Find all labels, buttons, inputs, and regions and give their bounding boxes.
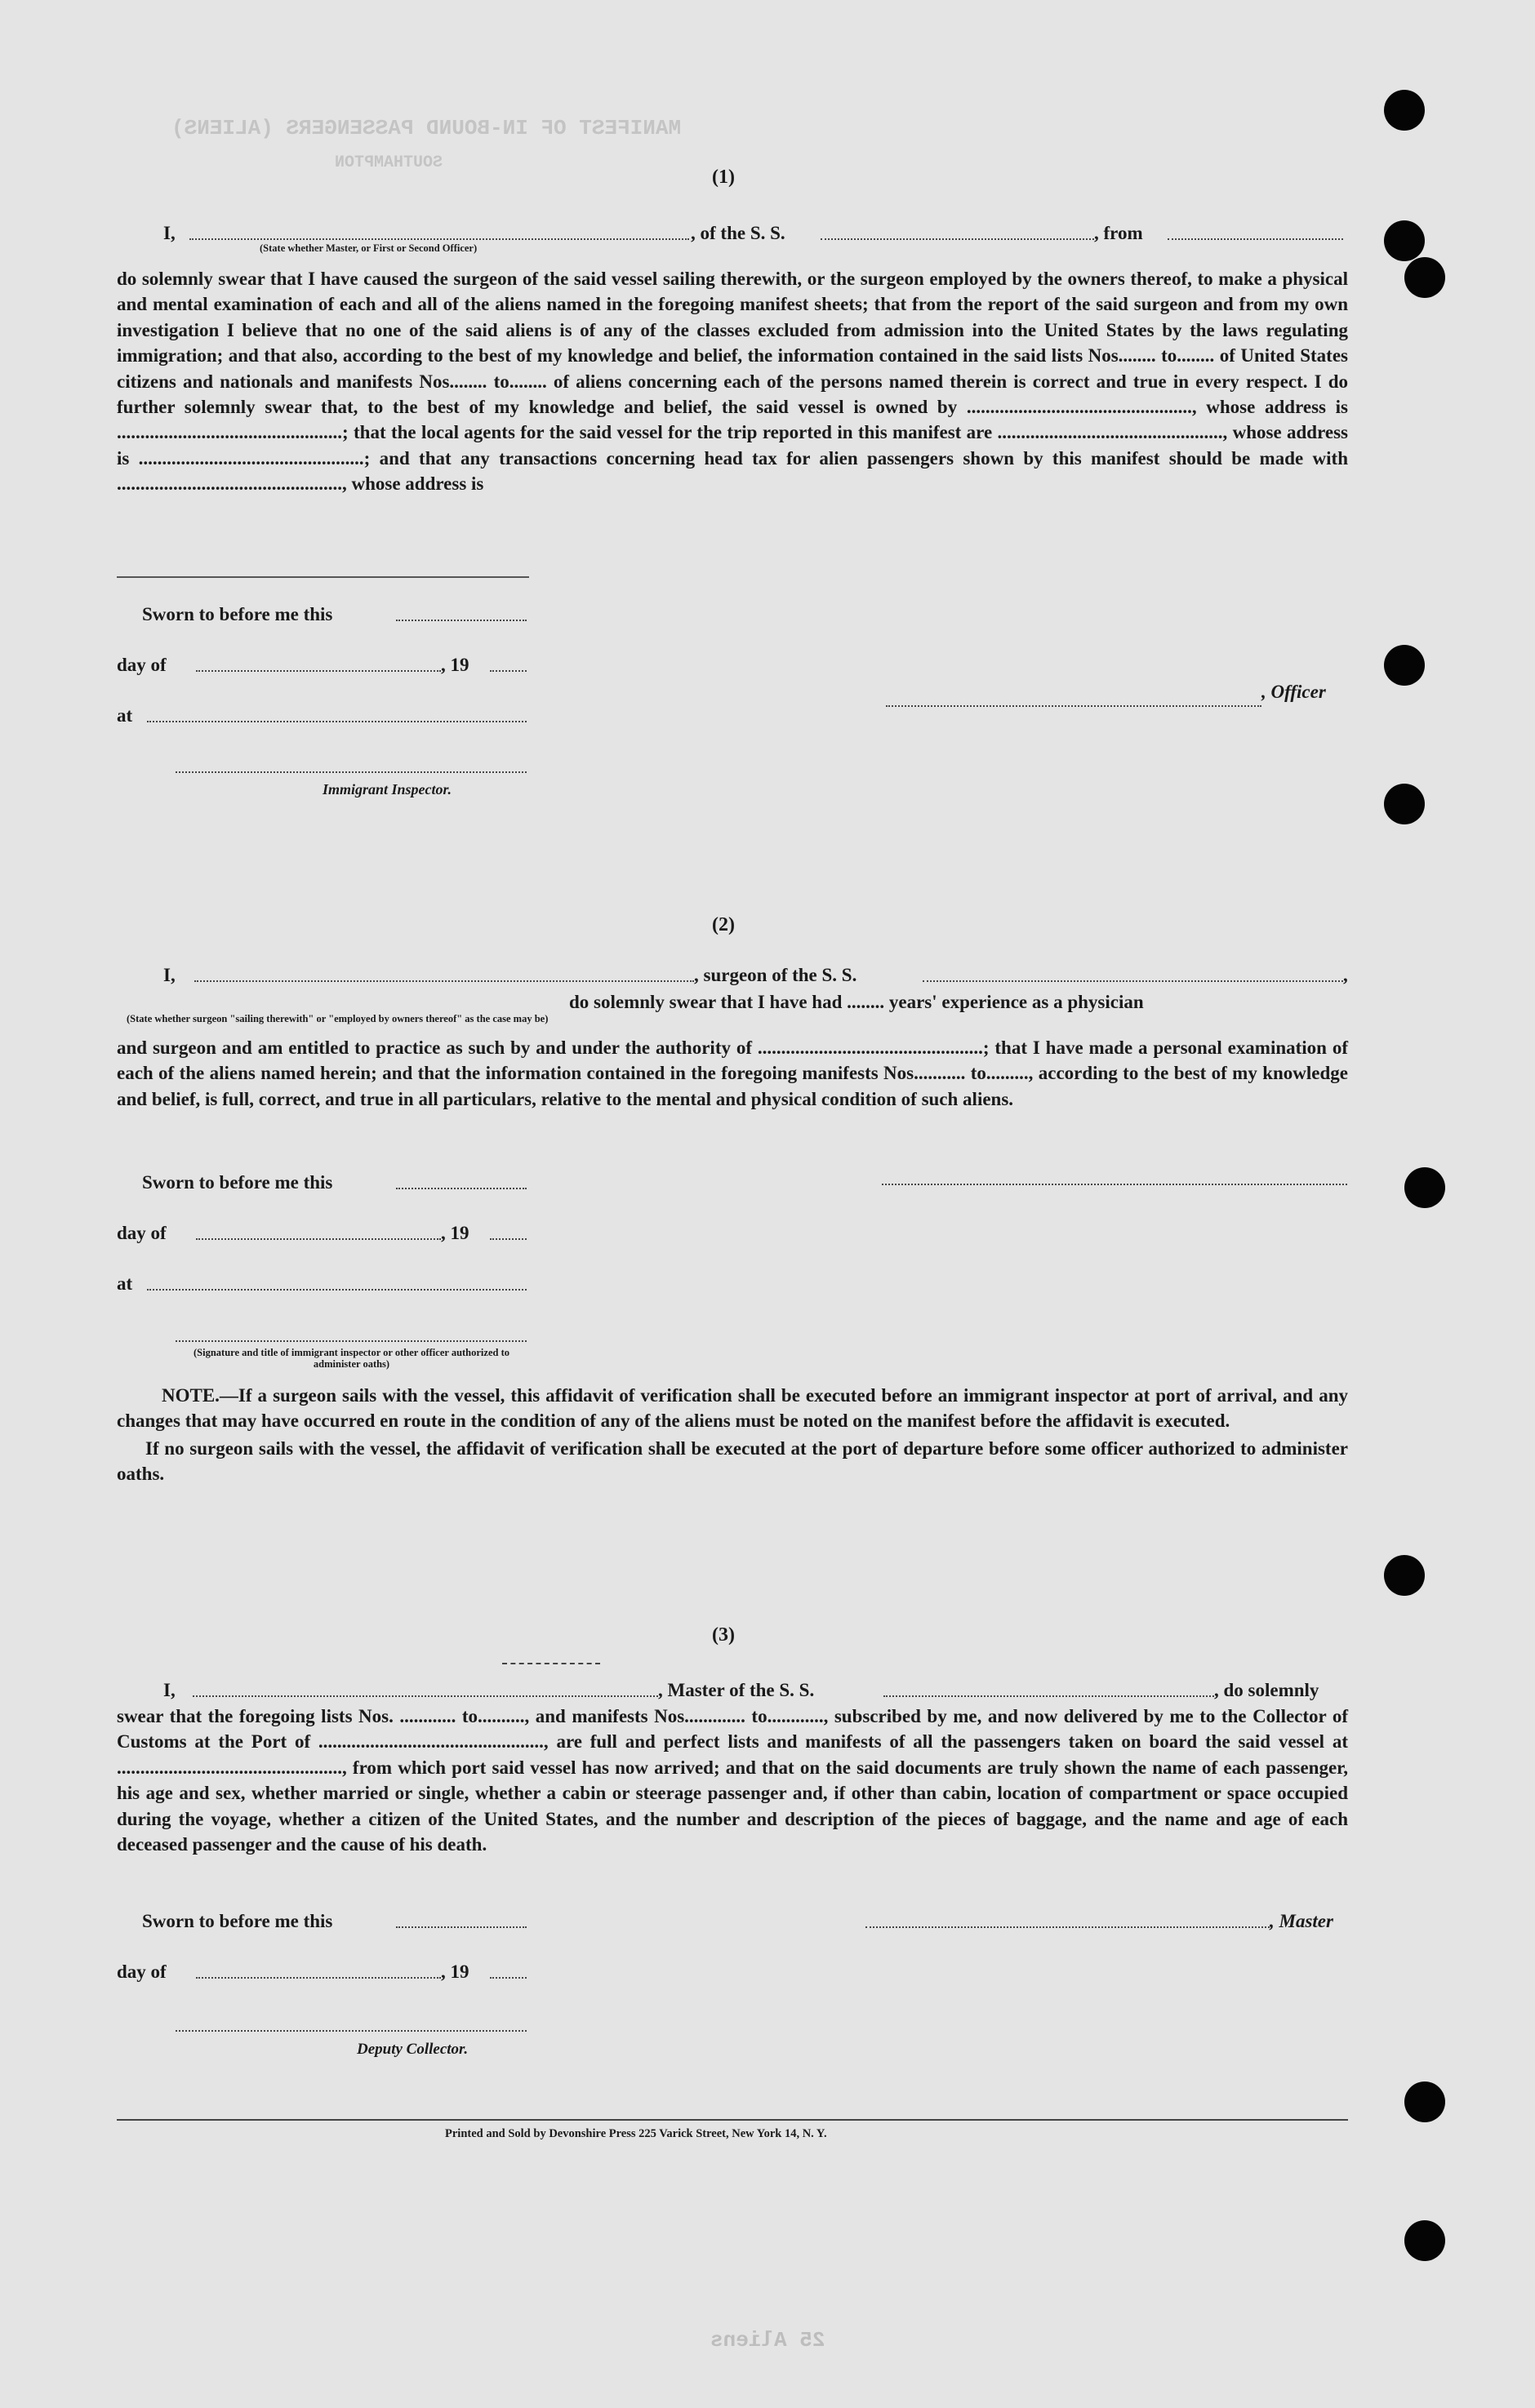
section-3-day-blank bbox=[196, 1977, 441, 1979]
section-3-sworn: Sworn to before me this bbox=[142, 1911, 333, 1931]
section-3-number: (3) bbox=[712, 1624, 735, 1646]
section-1-day-blank bbox=[196, 670, 441, 672]
section-2-number: (2) bbox=[712, 914, 735, 935]
section-2-sign-blank bbox=[882, 1184, 1347, 1185]
section-3-body bbox=[117, 1704, 1348, 1857]
section-3-collector-blank bbox=[176, 2030, 527, 2032]
section-2-sworn-blank bbox=[396, 1188, 527, 1189]
bleed-through-port: SOUTHAMPTON bbox=[335, 153, 443, 172]
section-1-of-ss: , of the S. S. bbox=[691, 223, 785, 243]
section-2-at: at bbox=[117, 1273, 133, 1294]
bleed-through-count: 25 Aliens bbox=[710, 2328, 825, 2352]
section-3-master-blank bbox=[865, 1926, 1270, 1928]
section-2-signer-blank bbox=[176, 1340, 527, 1342]
footer-rule bbox=[117, 2119, 1348, 2121]
section-2-year: , 19 bbox=[441, 1223, 469, 1243]
section-1-divider bbox=[117, 576, 529, 578]
section-1-body-text: do solemnly swear that I have caused the surgeon of the said vessel sailing therewith, or the surgeon employed by the owners thereof, to make a physical and mental examination of each and all of the aliens named in the foregoing manifest sheets; that from the report of the said surgeon and from my own investigation I believe that no one of the said aliens is of any of the classes excluded from admission into the United States by the laws regulating immigration; and that also, according to the best of my knowledge and belief, the information contained in the said lists Nos........ to........ of United States citizens and nationals and manifests Nos........ to........ of aliens concerning each of the persons named therein is correct and true in every respect. I do further solemnly swear that, to the best of my knowledge and belief, the said vessel is owned by ................................................, whose address is ................................................; that the local agents for the said vessel for the trip reported in this manifest are ................................................, whose address is ................................................; and that any transactions concerning head tax for alien passengers shown by this manifest should be made with ................................................, whose address is bbox=[117, 269, 1348, 495]
section-1-body bbox=[117, 266, 1348, 497]
punch-hole-1 bbox=[1384, 90, 1425, 131]
section-1-ship-blank bbox=[821, 238, 1094, 240]
section-1-sworn-blank bbox=[396, 620, 527, 621]
section-2-day-blank bbox=[196, 1238, 441, 1240]
section-2-body-start: do solemnly swear that I have had ........ years' experience as a physician bbox=[569, 992, 1144, 1012]
section-1-sworn: Sworn to before me this bbox=[142, 604, 333, 624]
section-2-i: I, bbox=[163, 965, 176, 985]
section-2-sworn: Sworn to before me this bbox=[142, 1172, 333, 1193]
section-2-ship-blank bbox=[923, 980, 1343, 982]
footer-imprint: Printed and Sold by Devonshire Press 225 Varick Street, New York 14, N. Y. bbox=[445, 2127, 827, 2140]
section-2-body bbox=[117, 1035, 1348, 1112]
section-3-body-text: swear that the foregoing lists Nos. ............ to.........., and manifests Nos............. to............, subscribed by me, and now delivered by me to the Collector of Customs at the Port of ................................................, are full and perfect lists and manifests of all the passengers taken on board the said vessel at ................................................, from which port said vessel has now arrived; and that on the said documents are truly shown the name of each passenger, his age and sex, whether married or single, whether a cabin or steerage passenger and, if other than cabin, location of compartment or space occupied during the voyage, whether a citizen of the United States, and the number and description of the pieces of baggage, and the name and age of each deceased passenger and the cause of his death. bbox=[117, 1706, 1348, 1855]
section-1-day-of: day of bbox=[117, 655, 167, 675]
punch-hole-9 bbox=[1404, 2220, 1445, 2261]
punch-hole-2 bbox=[1384, 220, 1425, 261]
section-3-collector: Deputy Collector. bbox=[357, 2041, 469, 2058]
section-2-year-blank bbox=[490, 1238, 527, 1240]
section-3-i: I, bbox=[163, 1680, 176, 1700]
punch-hole-7 bbox=[1384, 1555, 1425, 1596]
punch-hole-5 bbox=[1384, 784, 1425, 824]
section-1-at: at bbox=[117, 705, 133, 726]
section-1-name-blank bbox=[189, 238, 689, 240]
punch-hole-3 bbox=[1404, 257, 1445, 298]
section-3-master-label: , Master bbox=[1270, 1911, 1333, 1931]
section-1-i: I, bbox=[163, 223, 176, 243]
section-1-at-blank bbox=[147, 721, 527, 722]
section-1-from: , from bbox=[1094, 223, 1143, 243]
section-2-signer-note: (Signature and title of immigrant inspector or other officer authorized to administer oaths) bbox=[194, 1347, 509, 1370]
section-2-day-of: day of bbox=[117, 1223, 167, 1243]
section-2-note-text-2: If no surgeon sails with the vessel, the affidavit of verification shall be executed at the port of departure before some officer authorized to administer oaths. bbox=[117, 1437, 1348, 1485]
section-2-note: (State whether surgeon "sailing therewith" or "employed by owners thereof" as the case may be) bbox=[127, 1013, 549, 1024]
section-3-ship-blank bbox=[883, 1695, 1214, 1697]
section-2-surgeon: , surgeon of the S. S. bbox=[694, 965, 857, 985]
punch-hole-8 bbox=[1404, 2081, 1445, 2122]
section-3-master: , Master of the S. S. bbox=[658, 1680, 815, 1700]
section-3-year: , 19 bbox=[441, 1961, 469, 1982]
section-2-note-paragraph bbox=[117, 1383, 1348, 1487]
section-3-day-of: day of bbox=[117, 1961, 167, 1982]
section-3-stray-dash bbox=[502, 1663, 600, 1664]
section-1-number: (1) bbox=[712, 167, 735, 188]
section-3-year-blank bbox=[490, 1977, 527, 1979]
section-2-at-blank bbox=[147, 1289, 527, 1291]
section-1-officer-blank bbox=[886, 705, 1261, 707]
punch-hole-6 bbox=[1404, 1167, 1445, 1208]
section-3-sworn-blank bbox=[396, 1926, 527, 1928]
section-1-year: , 19 bbox=[441, 655, 469, 675]
section-1-inspector: Immigrant Inspector. bbox=[323, 781, 452, 797]
section-2-comma: , bbox=[1343, 965, 1348, 985]
punch-hole-4 bbox=[1384, 645, 1425, 686]
section-1-officer: , Officer bbox=[1261, 682, 1326, 702]
section-3-name-blank bbox=[193, 1695, 658, 1697]
section-1-year-blank bbox=[490, 670, 527, 672]
section-2-note-text: NOTE.—If a surgeon sails with the vessel, this affidavit of verification shall be executed before an immigrant inspector at port of arrival, and any changes that may have occurred en route in the condition of any of the aliens must be noted on the manifest before the affidavit is executed. bbox=[117, 1385, 1348, 1432]
section-1-inspector-blank bbox=[176, 771, 527, 773]
section-2-body-text: and surgeon and am entitled to practice as such by and under the authority of ................................................; that I have made a personal examination of each of the aliens named herein; and that the information contained in the foregoing manifests Nos........... to........., according to the best of my knowledge and belief, is full, correct, and true in all particulars, relative to the mental and physical condition of such aliens. bbox=[117, 1037, 1348, 1109]
section-2-name-blank bbox=[194, 980, 694, 982]
section-1-note: (State whether Master, or First or Second Officer) bbox=[260, 242, 478, 254]
section-1-from-blank bbox=[1168, 238, 1343, 240]
section-3-do-solemnly: , do solemnly bbox=[1214, 1680, 1319, 1700]
bleed-through-title: MANIFEST OF IN-BOUND PASSENGERS (ALIENS) bbox=[171, 116, 682, 140]
